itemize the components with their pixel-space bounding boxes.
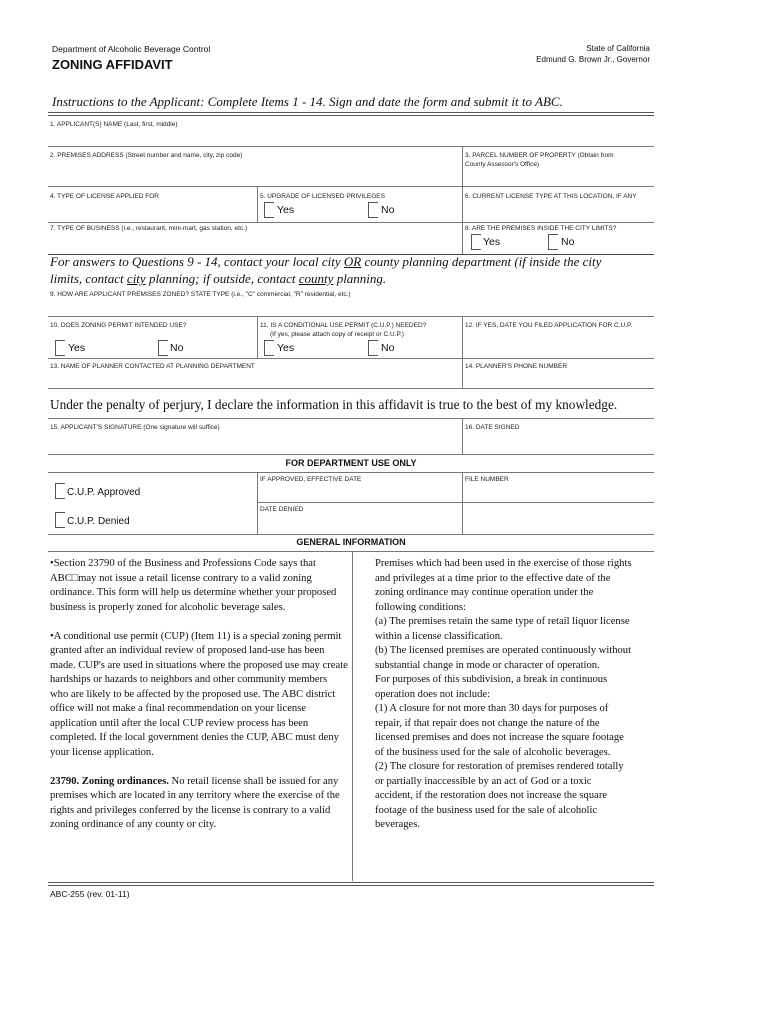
department-name: Department of Alcoholic Beverage Control: [52, 44, 211, 54]
general-info-right-line: repair, if that repair does not change the nature of the: [375, 717, 600, 729]
field-planner-phone[interactable]: 14. PLANNER'S PHONE NUMBER: [465, 363, 568, 370]
general-info-right: [375, 557, 655, 833]
cup-no-checkbox[interactable]: [368, 340, 378, 356]
field-planner-name[interactable]: 13. NAME OF PLANNER CONTACTED AT PLANNING DEPARTMENT: [50, 363, 255, 370]
zoning-permit-yes-checkbox[interactable]: [55, 340, 65, 356]
field-premises-address[interactable]: 2. PREMISES ADDRESS (Street number and name, city, zip code): [50, 152, 243, 159]
form-title: ZONING AFFIDAVIT: [52, 57, 173, 72]
state-name: State of California: [586, 44, 650, 53]
field-city-limits: 8. ARE THE PREMISES INSIDE THE CITY LIMITS?: [465, 225, 617, 232]
general-info-right-line: accident, if the restoration does not increase the square: [375, 790, 608, 801]
general-info-right-line: operation does not include:: [375, 688, 491, 700]
city-limits-yes-checkbox[interactable]: [471, 234, 481, 250]
general-info-right-line: zoning ordinance may continue operation under the: [375, 587, 594, 598]
field-cup-needed: 11. IS A CONDITIONAL USE PERMIT (C.U.P.) NEEDED?: [260, 322, 427, 329]
governor-name: Edmund G. Brown Jr., Governor: [536, 55, 650, 64]
field-applicant-name[interactable]: 1. APPLICANT(S) NAME (Last, first, middle): [50, 121, 178, 128]
field-signature[interactable]: 15. APPLICANT'S SIGNATURE (One signature will suffice): [50, 424, 220, 431]
field-business-type[interactable]: 7. TYPE OF BUSINESS (i.e., restaurant, mini-mart, gas station, etc.): [50, 225, 248, 232]
field-license-type[interactable]: 4. TYPE OF LICENSE APPLIED FOR: [50, 193, 159, 200]
general-info-right-line: (1) A closure for not more than 30 days for purposes of: [375, 703, 609, 714]
general-info-right-line: (b) The licensed premises are operated continuously without: [375, 645, 632, 656]
field-date-denied[interactable]: DATE DENIED: [260, 506, 304, 513]
general-info-right-line: beverages.: [375, 819, 420, 830]
general-info-right-line: For purposes of this subdivision, a break in continuous: [375, 674, 608, 685]
form-number: ABC-255 (rev. 01-11): [50, 889, 130, 899]
zoning-permit-no-label: No: [170, 342, 184, 354]
general-info-right-line: substantial change in mode or character of operation.: [375, 659, 600, 671]
field-current-license[interactable]: 6. CURRENT LICENSE TYPE AT THIS LOCATION, IF ANY: [465, 193, 637, 200]
general-info-right-line: within a license classification.: [375, 630, 503, 642]
field-parcel-number-note: County Assessor's Office): [465, 161, 540, 168]
cup-yes-label: Yes: [277, 342, 295, 354]
general-info-para-2: •A conditional use permit (CUP) (Item 11) is a special zoning permit granted after an individual review of proposed land-use has been made. CUP's are used in situations where the proposed use may create hardships or hazards to neighbors and other community members who are likely to be affected by the proposed use. The ABC district office will not make a final recommendation on your license application until after the local CUP review process has been completed. If the local government denies the CUP, ABC must deny your license application.: [50, 630, 348, 758]
general-info-right-line: (2) The closure for restoration of premises rendered totally: [375, 761, 624, 772]
field-parcel-number[interactable]: 3. PARCEL NUMBER OF PROPERTY (Obtain from: [465, 152, 614, 159]
city-limits-yes-label: Yes: [483, 236, 501, 248]
upgrade-no-label: No: [381, 204, 395, 216]
field-effective-date[interactable]: IF APPROVED, EFFECTIVE DATE: [260, 476, 362, 483]
upgrade-yes-checkbox[interactable]: [264, 202, 274, 218]
field-upgrade-privileges: 5. UPGRADE OF LICENSED PRIVILEGES: [260, 193, 385, 200]
general-info-right-line: following conditions:: [375, 601, 466, 613]
general-info-right-line: or partially inaccessible by an act of God or a toxic: [375, 775, 592, 787]
field-file-number[interactable]: FILE NUMBER: [465, 476, 509, 483]
general-info-left: [50, 557, 348, 847]
general-info-right-line: (a) The premises retain the same type of retail liquor license: [375, 616, 630, 627]
general-info-right-line: footage of the business used for the sale of alcoholic: [375, 804, 598, 816]
zoning-permit-yes-label: Yes: [68, 342, 86, 354]
general-info-para-3: 23790. Zoning ordinances. No retail license shall be issued for any premises which are located in any territory where the exercise of the rights and privileges conferred by the license is contrary to a valid zoning ordinance of any county or city.: [50, 775, 340, 830]
general-info-para-1: •Section 23790 of the Business and Professions Code says that ABC□may not issue a retail license contrary to a valid zoning ordinance. This form will help us determine whether your proposed business is properly zoned for alcoholic beverage sales.: [50, 558, 337, 613]
cup-no-label: No: [381, 342, 395, 354]
cup-denied-checkbox[interactable]: [55, 512, 65, 528]
cup-denied-label: C.U.P. Denied: [67, 516, 130, 527]
cup-approved-label: C.U.P. Approved: [67, 487, 141, 498]
field-cup-needed-note: (If yes, please attach copy of receipt or C.U.P.): [270, 331, 404, 338]
perjury-statement: Under the penalty of perjury, I declare the information in this affidavit is true to the best of my knowledge.: [50, 397, 618, 412]
general-info-right-line: of the business used for the sale of alcoholic beverages.: [375, 746, 611, 758]
city-limits-no-label: No: [561, 236, 575, 248]
cup-yes-checkbox[interactable]: [264, 340, 274, 356]
field-zoning-type[interactable]: 9. HOW ARE APPLICANT PREMISES ZONED? STATE TYPE (i.e., "C" commercial, "R" residential, etc.): [50, 291, 351, 298]
upgrade-yes-label: Yes: [277, 204, 295, 216]
general-info-title: GENERAL INFORMATION: [296, 537, 406, 547]
dept-use-title: FOR DEPARTMENT USE ONLY: [285, 458, 417, 468]
zoning-permit-no-checkbox[interactable]: [158, 340, 168, 356]
instructions: Instructions to the Applicant: Complete Items 1 - 14. Sign and date the form and submit it to ABC.: [52, 94, 563, 109]
city-limits-no-checkbox[interactable]: [548, 234, 558, 250]
general-info-right-line: and privileges at a time prior to the effective date of the: [375, 572, 611, 584]
cup-approved-checkbox[interactable]: [55, 483, 65, 499]
general-info-right-line: Premises which had been used in the exercise of those rights: [375, 558, 632, 569]
general-info-right-line: licensed premises and does not increase the square footage: [375, 732, 624, 743]
upgrade-no-checkbox[interactable]: [368, 202, 378, 218]
field-cup-date[interactable]: 12. IF YES, DATE YOU FILED APPLICATION FOR C.U.P.: [465, 322, 633, 329]
field-zoning-permit: 10. DOES ZONING PERMIT INTENDED USE?: [50, 322, 187, 329]
contact-note: For answers to Questions 9 - 14, contact your local city OR county planning department (if inside the city limits, contact city planning; if outside, contact county planning.: [50, 254, 602, 286]
field-date-signed[interactable]: 16. DATE SIGNED: [465, 424, 520, 431]
